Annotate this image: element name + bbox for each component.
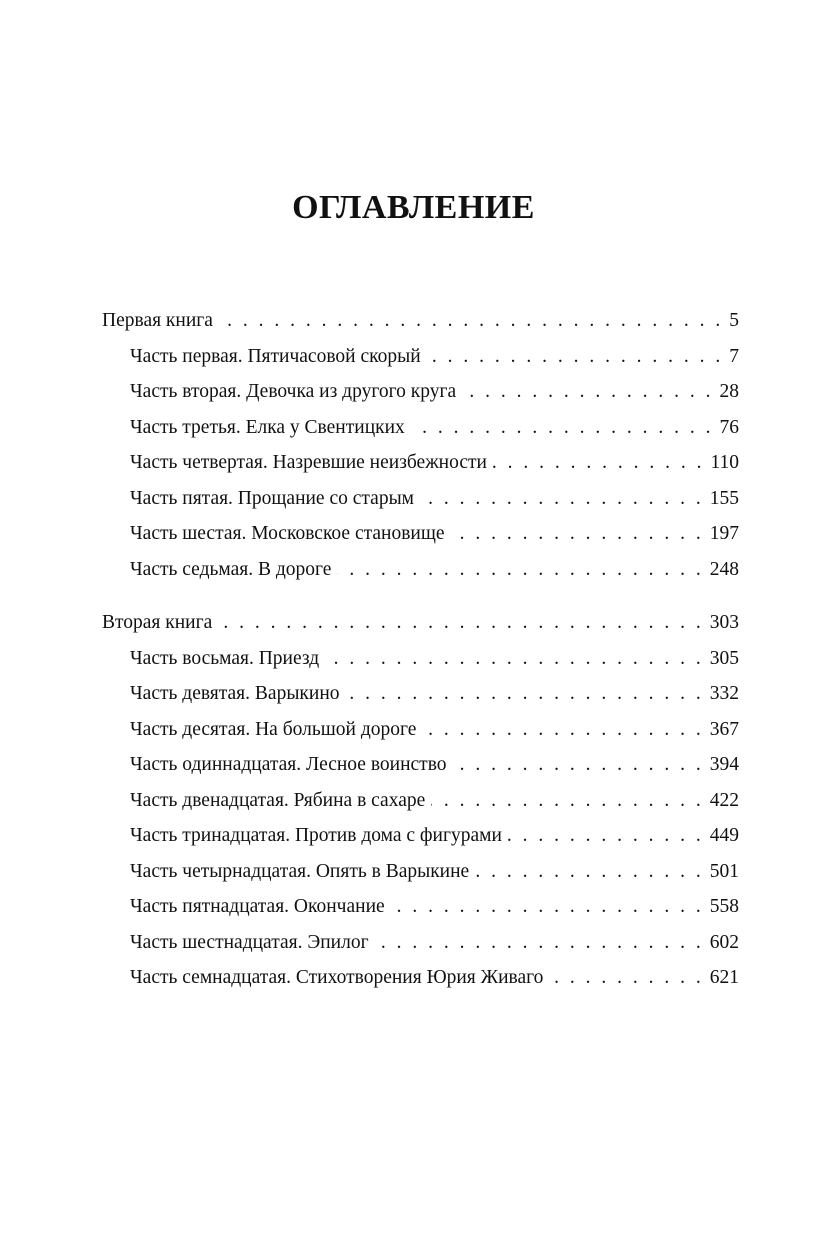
toc-entry-label: Часть вторая. Девочка из другого круга <box>130 381 457 402</box>
toc-part-5[interactable] <box>102 481 739 517</box>
toc-book-1[interactable] <box>102 303 739 339</box>
toc-part-7[interactable] <box>102 552 739 588</box>
dot-leader <box>420 481 704 517</box>
toc-page-number: 449 <box>709 825 739 846</box>
table-of-contents <box>102 303 739 996</box>
dot-leader <box>325 641 704 677</box>
dot-leader <box>508 818 704 854</box>
toc-page-number: 558 <box>709 896 739 917</box>
dot-leader <box>427 339 724 375</box>
toc-page-number: 155 <box>709 487 739 509</box>
toc-entry-label: Часть девятая. Варыкино <box>130 683 340 704</box>
toc-entry-label: Часть двенадцатая. Рябина в сахаре <box>130 789 426 811</box>
dot-leader <box>493 445 704 481</box>
toc-page-number: 7 <box>729 345 739 367</box>
toc-page-number: 28 <box>719 381 739 402</box>
toc-entry-label: Часть седьмая. В дороге <box>130 558 332 580</box>
toc-part-17[interactable] <box>102 960 739 996</box>
toc-page-number: 422 <box>709 789 739 811</box>
toc-part-15[interactable] <box>102 889 739 925</box>
dot-leader <box>411 410 714 446</box>
toc-page-number: 621 <box>709 967 739 988</box>
dot-leader <box>451 516 704 552</box>
toc-page-number: 110 <box>710 452 739 473</box>
toc-book-2[interactable] <box>102 605 739 641</box>
toc-page-number: 501 <box>709 860 739 882</box>
toc-part-2[interactable] <box>102 374 739 410</box>
toc-part-4[interactable] <box>102 445 739 481</box>
toc-part-8[interactable] <box>102 641 739 677</box>
toc-entry-label: Часть семнадцатая. Стихотворения Юрия Живаго <box>130 967 544 988</box>
toc-entry-label: Часть пятая. Прощание со старым <box>130 487 415 509</box>
dot-leader <box>462 374 713 410</box>
toc-page-number: 394 <box>709 754 739 775</box>
toc-part-3[interactable] <box>102 410 739 446</box>
toc-entry-label: Вторая книга <box>102 612 213 633</box>
toc-part-6[interactable] <box>102 516 739 552</box>
dot-leader <box>337 552 703 588</box>
dot-leader <box>218 605 703 641</box>
toc-entry-label: Часть шестая. Московское становище <box>130 523 445 544</box>
toc-page-number: 332 <box>709 683 739 704</box>
dot-leader <box>549 960 703 996</box>
toc-part-9[interactable] <box>102 676 739 712</box>
dot-leader <box>375 925 704 961</box>
toc-entry-label: Часть тринадцатая. Против дома с фигурами <box>130 825 502 846</box>
toc-entry-label: Часть четвертая. Назревшие неизбежности <box>130 452 487 473</box>
dot-leader <box>346 676 704 712</box>
toc-page-number: 602 <box>709 931 739 953</box>
toc-entry-label: Первая книга <box>102 310 213 331</box>
dot-leader <box>475 854 704 890</box>
dot-leader <box>391 889 704 925</box>
dot-leader <box>431 783 703 819</box>
toc-entry-label: Часть четырнадцатая. Опять в Варыкине <box>130 860 470 882</box>
toc-entry-label: Часть одиннадцатая. Лесное воинство <box>130 754 447 775</box>
toc-entry-label: Часть первая. Пятичасовой скорый <box>130 345 421 367</box>
dot-leader <box>219 303 723 339</box>
toc-part-14[interactable] <box>102 854 739 890</box>
toc-page-number: 248 <box>709 558 739 580</box>
toc-part-13[interactable] <box>102 818 739 854</box>
toc-part-11[interactable] <box>102 747 739 783</box>
toc-entry-label: Часть шестнадцатая. Эпилог <box>130 931 369 953</box>
toc-page-number: 76 <box>719 416 739 438</box>
toc-entry-label: Часть восьмая. Приезд <box>130 647 320 669</box>
toc-part-10[interactable] <box>102 712 739 748</box>
toc-page-number: 5 <box>729 310 739 331</box>
toc-entry-label: Часть десятая. На большой дороге <box>130 718 417 740</box>
page-title: ОГЛАВЛЕНИЕ <box>292 189 535 226</box>
toc-page-number: 305 <box>709 647 739 669</box>
toc-part-1[interactable] <box>102 339 739 375</box>
section-gap <box>102 587 739 605</box>
toc-page-number: 367 <box>709 718 739 740</box>
toc-entry-label: Часть пятнадцатая. Окончание <box>130 896 385 917</box>
toc-part-12[interactable] <box>102 783 739 819</box>
dot-leader <box>422 712 703 748</box>
toc-part-16[interactable] <box>102 925 739 961</box>
toc-page-number: 303 <box>709 612 739 633</box>
toc-page-number: 197 <box>709 523 739 544</box>
dot-leader <box>453 747 704 783</box>
toc-entry-label: Часть третья. Елка у Свентицких <box>130 416 405 438</box>
